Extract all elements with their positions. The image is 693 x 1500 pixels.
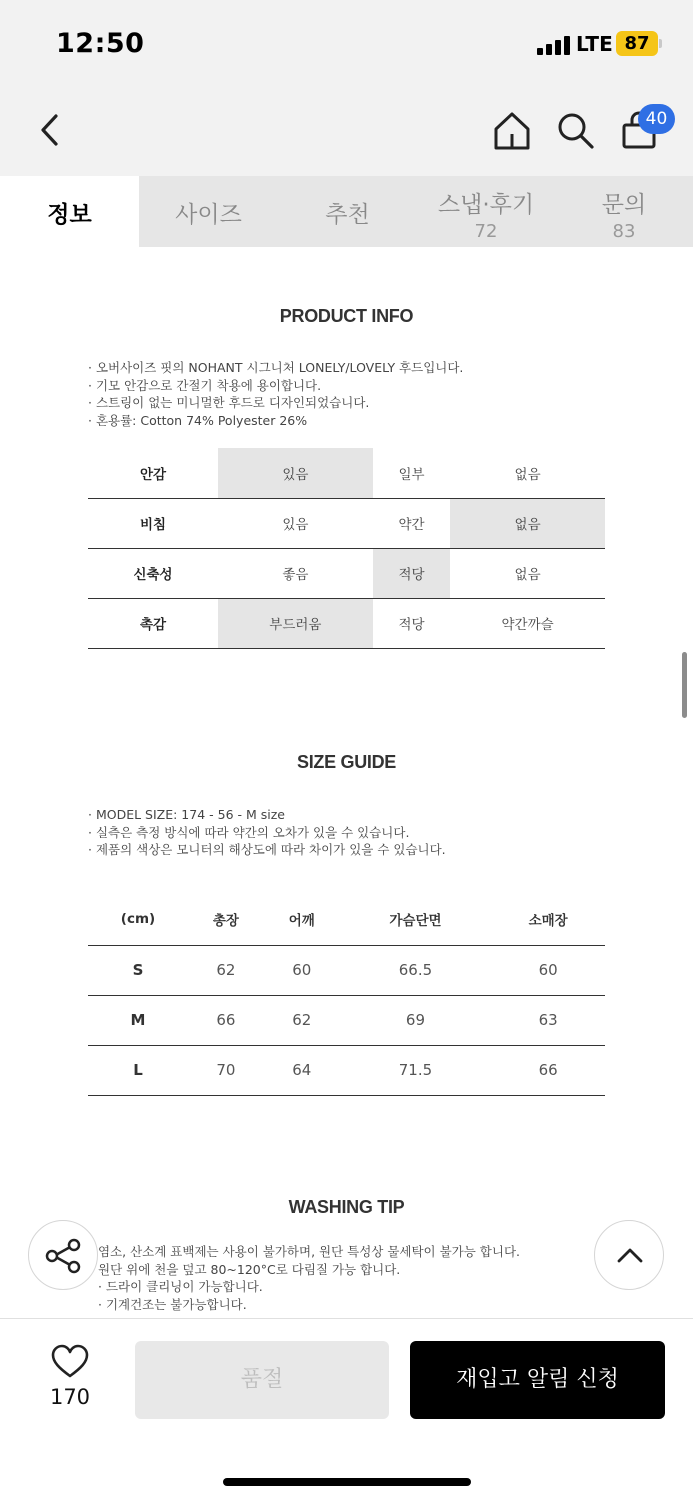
table-cell: 62 <box>188 945 264 995</box>
scrollbar[interactable] <box>682 652 687 718</box>
table-row <box>88 448 605 498</box>
option-cell: 약간까슬 <box>450 598 605 648</box>
home-indicator <box>223 1478 471 1486</box>
option-cell: 좋음 <box>218 548 373 598</box>
cart-badge: 40 <box>638 104 675 134</box>
home-button[interactable] <box>490 108 534 152</box>
nav-bar <box>0 88 693 176</box>
table-header-row <box>88 893 605 945</box>
column-header: 소매장 <box>491 893 605 945</box>
option-cell: 적당 <box>373 598 450 648</box>
share-button[interactable] <box>28 1220 98 1290</box>
tab-count: 72 <box>474 221 498 242</box>
tab-label: 정보 <box>47 202 92 228</box>
tab-label: 문의 <box>601 192 647 218</box>
option-cell: 일부 <box>373 448 450 498</box>
scroll-top-button[interactable] <box>594 1220 664 1290</box>
size-guide-bullet: · 제품의 색상은 모니터의 해상도에 따라 차이가 있을 수 있습니다. <box>88 842 446 857</box>
product-info-bullets <box>88 359 628 429</box>
search-icon <box>553 108 597 152</box>
size-label: L <box>88 1045 188 1095</box>
row-label: 신축성 <box>88 548 218 598</box>
network-label: LTE <box>576 32 613 56</box>
washing-tip-line: 원단 위에 천을 덮고 80~120°C로 다림질 가능 합니다. <box>98 1261 401 1277</box>
tab-bar <box>0 176 693 247</box>
table-cell: 66 <box>491 1045 605 1095</box>
tab-size[interactable] <box>139 176 278 247</box>
table-cell: 62 <box>264 995 340 1045</box>
size-guide-bullet: · MODEL SIZE: 174 - 56 - M size <box>88 807 285 822</box>
status-time: 12:50 <box>56 28 145 59</box>
product-info-title: PRODUCT INFO <box>279 306 414 326</box>
heart-icon <box>40 1343 100 1379</box>
battery-icon: 87 <box>616 31 658 56</box>
table-cell: 71.5 <box>340 1045 492 1095</box>
size-guide-title: SIZE GUIDE <box>296 752 396 772</box>
option-cell-selected: 없음 <box>450 498 605 548</box>
tab-label: 추천 <box>325 202 370 228</box>
signal-icon <box>537 35 571 55</box>
table-cell: 66.5 <box>340 945 492 995</box>
product-info-bullet: · 혼용률: Cotton 74% Polyester 26% <box>88 412 308 428</box>
table-row <box>88 1045 605 1095</box>
arrow-up-icon <box>595 1221 665 1291</box>
row-label: 비침 <box>88 498 218 548</box>
table-cell: 63 <box>491 995 605 1045</box>
row-label: 촉감 <box>88 598 218 648</box>
tab-inquiry[interactable] <box>555 176 693 247</box>
option-cell: 없음 <box>450 448 605 498</box>
share-icon <box>29 1221 99 1291</box>
product-info-bullet: · 스트링이 없는 미니멀한 후드로 디자인되었습니다. <box>88 395 370 410</box>
table-row <box>88 945 605 995</box>
tab-info[interactable] <box>0 176 139 247</box>
battery-tip <box>659 39 662 48</box>
size-table <box>88 893 605 1096</box>
back-button[interactable] <box>30 108 70 152</box>
column-header: (cm) <box>88 893 188 945</box>
table-row <box>88 498 605 548</box>
option-cell-selected: 적당 <box>373 548 450 598</box>
search-button[interactable] <box>553 108 597 152</box>
material-table <box>88 448 605 649</box>
bottom-action-bar <box>0 1318 693 1500</box>
table-row <box>88 995 605 1045</box>
restock-alert-button[interactable]: 재입고 알림 신청 <box>410 1341 665 1419</box>
option-cell: 있음 <box>218 498 373 548</box>
washing-tip-lines <box>98 1243 618 1313</box>
size-guide-bullets <box>88 806 628 859</box>
option-cell: 없음 <box>450 548 605 598</box>
washing-tip-line: · 드라이 클리닝이 가능합니다. <box>98 1279 263 1294</box>
soldout-button[interactable]: 품절 <box>135 1341 389 1419</box>
row-label: 안감 <box>88 448 218 498</box>
size-label: M <box>88 995 188 1045</box>
washing-tip-line: 염소, 산소계 표백제는 사용이 불가하며, 원단 특성상 물세탁이 불가능 합니다. <box>98 1244 521 1259</box>
tab-recommend[interactable] <box>278 176 417 247</box>
tab-count: 83 <box>612 221 636 242</box>
like-button[interactable] <box>40 1343 100 1413</box>
size-guide-bullet: · 실측은 측정 방식에 따라 약간의 오차가 있을 수 있습니다. <box>88 824 410 840</box>
table-row <box>88 598 605 648</box>
tab-snap-review[interactable] <box>417 176 555 247</box>
table-row <box>88 548 605 598</box>
washing-tip-line: · 기계건조는 불가능합니다. <box>98 1296 247 1312</box>
tab-label: 사이즈 <box>175 202 242 228</box>
column-header: 어깨 <box>264 893 340 945</box>
column-header: 총장 <box>188 893 264 945</box>
tab-label: 스냅·후기 <box>437 192 535 218</box>
size-label: S <box>88 945 188 995</box>
product-info-bullet: · 오버사이즈 핏의 NOHANT 시그니처 LONELY/LOVELY 후드입니다. <box>88 360 464 375</box>
option-cell-selected: 있음 <box>218 448 373 498</box>
table-cell: 60 <box>491 945 605 995</box>
column-header: 가슴단면 <box>340 893 492 945</box>
option-cell: 약간 <box>373 498 450 548</box>
table-cell: 70 <box>188 1045 264 1095</box>
back-icon <box>30 108 70 152</box>
table-cell: 66 <box>188 995 264 1045</box>
table-cell: 64 <box>264 1045 340 1095</box>
option-cell-selected: 부드러움 <box>218 598 373 648</box>
table-cell: 69 <box>340 995 492 1045</box>
status-bar <box>0 0 693 88</box>
product-info-bullet: · 기모 안감으로 간절기 착용에 용이합니다. <box>88 377 322 393</box>
home-icon <box>490 108 534 152</box>
table-cell: 60 <box>264 945 340 995</box>
like-count: 170 <box>49 1385 91 1409</box>
washing-tip-title: WASHING TIP <box>288 1197 405 1217</box>
